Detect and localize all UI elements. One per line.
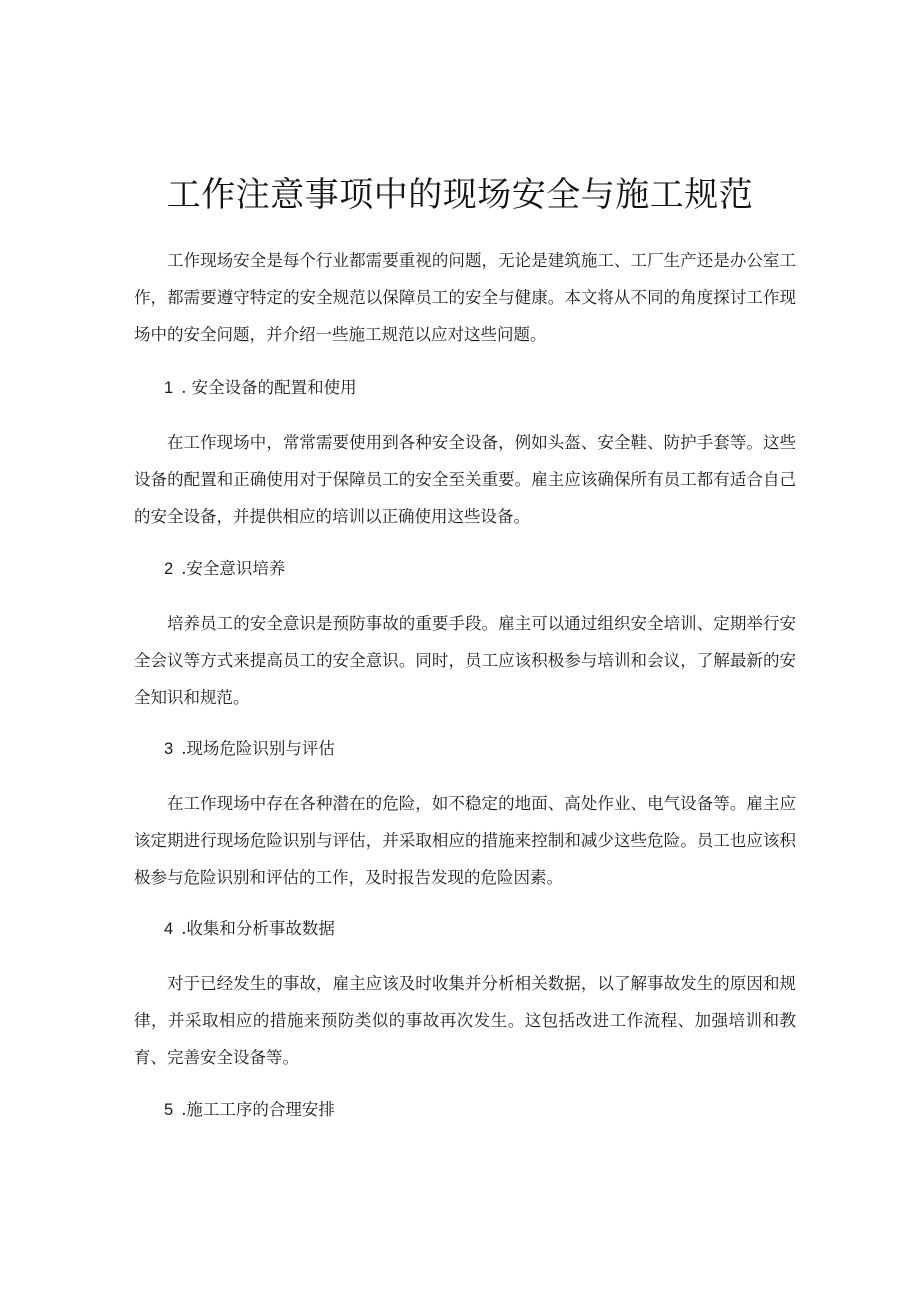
section-heading-text: .现场危险识别与评估 — [181, 739, 335, 758]
section-heading-text: .安全意识培养 — [181, 559, 286, 578]
section-number: 4 — [164, 920, 174, 938]
section-heading-2 — [164, 557, 285, 581]
section-body-3: 在工作现场中存在各种潜在的危险，如不稳定的地面、高处作业、电气设备等。雇主应该定期进行现场危险识别与评估，并采取相应的措施来控制和减少这些危险。员工也应该积极参与危险识别和评估的工作，及时报告发现的危险因素。 — [134, 794, 796, 887]
section-body-2: 培养员工的安全意识是预防事故的重要手段。雇主可以通过组织安全培训、定期举行安全会议等方式来提高员工的安全意识。同时，员工应该积极参与培训和会议，了解最新的安全知识和规范。 — [134, 614, 796, 707]
section-heading-text: .收集和分析事故数据 — [181, 919, 335, 938]
section-number: 3 — [164, 740, 174, 758]
section-heading-text: . 安全设备的配置和使用 — [181, 378, 357, 397]
section-body-1: 在工作现场中，常常需要使用到各种安全设备，例如头盔、安全鞋、防护手套等。这些设备的配置和正确使用对于保障员工的安全至关重要。雇主应该确保所有员工都有适合自己的安全设备，并提供相应的培训以正确使用这些设备。 — [134, 433, 796, 526]
section-number: 5 — [164, 1101, 174, 1119]
section-number: 1 — [164, 379, 174, 397]
section-heading-text: .施工工序的合理安排 — [181, 1100, 335, 1119]
section-number: 2 — [164, 560, 174, 578]
section-heading-5 — [164, 1098, 335, 1122]
section-body-4: 对于已经发生的事故，雇主应该及时收集并分析相关数据，以了解事故发生的原因和规律，并采取相应的措施来预防类似的事故再次发生。这包括改进工作流程、加强培训和教育、完善安全设备等。 — [134, 974, 796, 1067]
section-heading-1 — [164, 376, 357, 400]
document-title: 工作注意事项中的现场安全与施工规范 — [166, 175, 754, 215]
section-heading-4 — [164, 917, 335, 941]
section-heading-3 — [164, 737, 335, 761]
intro-paragraph: 工作现场安全是每个行业都需要重视的问题，无论是建筑施工、工厂生产还是办公室工作，都需要遵守特定的安全规范以保障员工的安全与健康。本文将从不同的角度探讨工作现场中的安全问题，并介绍一些施工规范以应对这些问题。 — [134, 251, 796, 344]
